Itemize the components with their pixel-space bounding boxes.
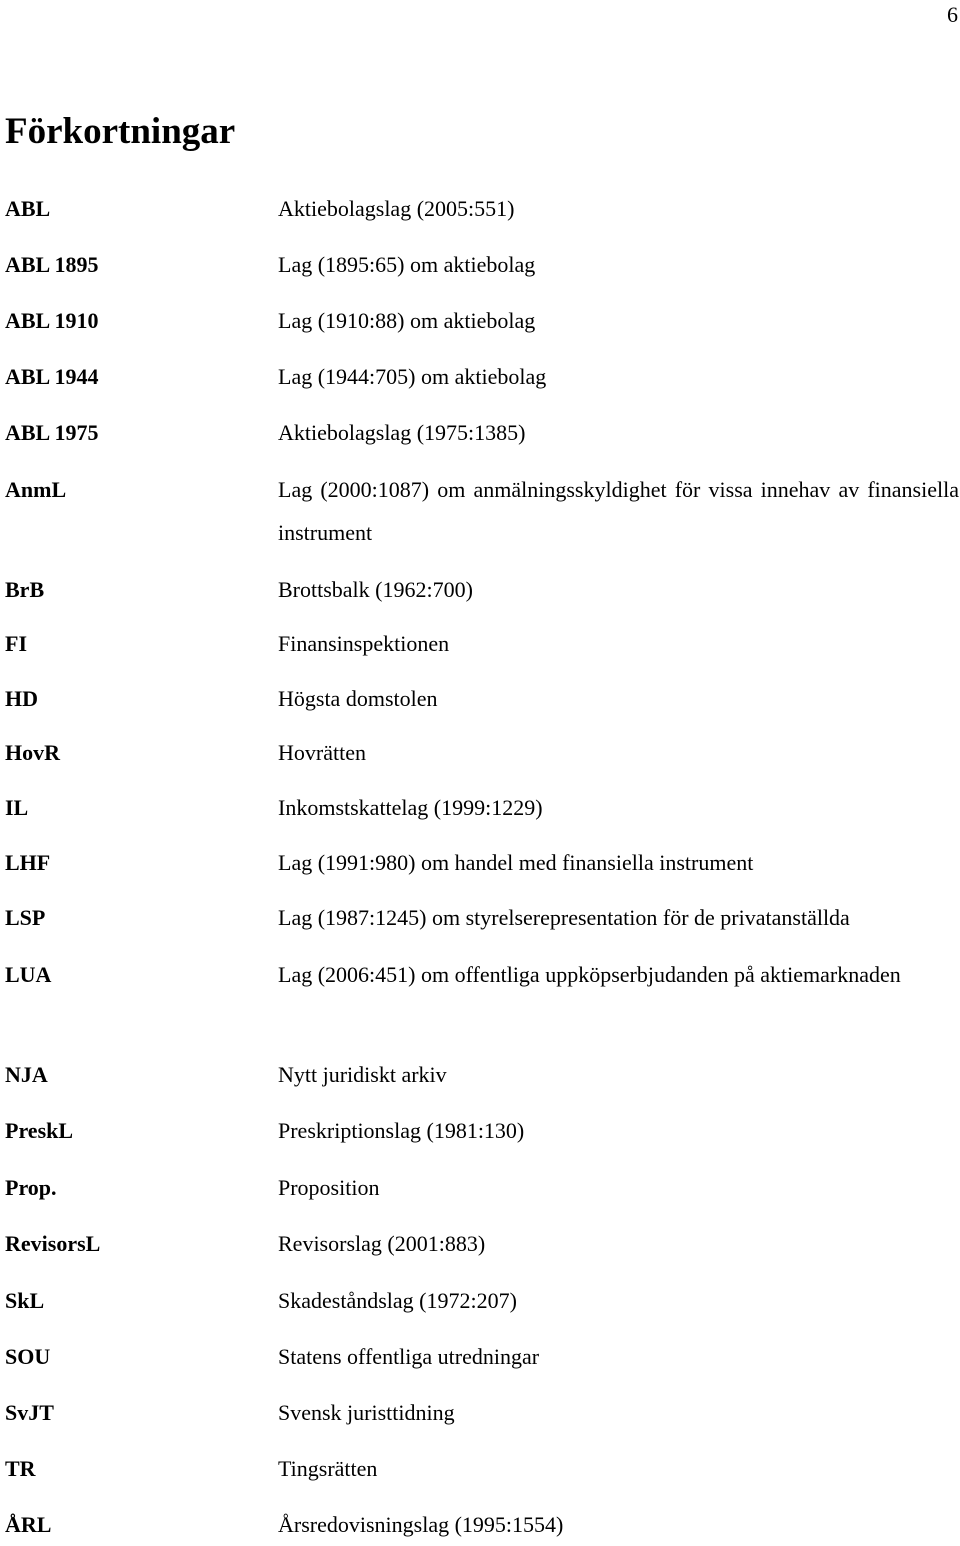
definition: Proposition (278, 1175, 380, 1200)
abbreviation: IL (5, 795, 29, 820)
abbreviation: SvJT (5, 1400, 54, 1425)
definition: Tingsrätten (278, 1456, 378, 1481)
abbreviation: BrB (5, 577, 45, 602)
abbreviation: RevisorsL (5, 1231, 101, 1256)
page-number: 6 (947, 2, 958, 27)
definition: Lag (2006:451) om offentliga uppköpserbjudanden på aktiemarknaden (278, 962, 901, 987)
abbreviation: SkL (5, 1288, 45, 1313)
definition: Nytt juridiskt arkiv (278, 1062, 447, 1087)
definition: Årsredovisningslag (1995:1554) (278, 1512, 564, 1537)
definition: Statens offentliga utredningar (278, 1344, 540, 1369)
definition: Brottsbalk (1962:700) (278, 577, 473, 602)
definition: Svensk juristtidning (278, 1400, 455, 1425)
definition: Lag (2000:1087) om anmälningsskyldighet för vissa innehav av finansiella instrument (278, 477, 959, 545)
abbreviation: TR (5, 1456, 36, 1481)
definition: Preskriptionslag (1981:130) (278, 1118, 525, 1143)
abbreviation: NJA (5, 1062, 48, 1087)
abbreviation: LUA (5, 962, 52, 987)
abbreviation: SOU (5, 1344, 51, 1369)
page-title: Förkortningar (5, 111, 236, 152)
abbreviation: Prop. (5, 1175, 57, 1200)
abbreviation: HD (5, 686, 38, 711)
definition: Skadeståndslag (1972:207) (278, 1288, 517, 1313)
abbreviation: FI (5, 631, 27, 656)
abbreviation: ABL (5, 196, 51, 221)
abbreviation: ABL 1944 (5, 364, 99, 389)
definition: Lag (1895:65) om aktiebolag (278, 252, 536, 277)
definition: Lag (1910:88) om aktiebolag (278, 308, 536, 333)
definition: Revisorslag (2001:883) (278, 1231, 486, 1256)
abbreviation: ABL 1910 (5, 308, 99, 333)
definition: Finansinspektionen (278, 631, 450, 656)
definition: Aktiebolagslag (1975:1385) (278, 420, 526, 445)
abbreviation: ABL 1975 (5, 420, 99, 445)
abbreviation: AnmL (5, 477, 67, 502)
definition: Lag (1944:705) om aktiebolag (278, 364, 547, 389)
definition: Lag (1987:1245) om styrelserepresentation för de privatanställda (278, 905, 850, 930)
abbreviation: HovR (5, 740, 60, 765)
definition: Inkomstskattelag (1999:1229) (278, 795, 543, 820)
definition: Aktiebolagslag (2005:551) (278, 196, 515, 221)
definition: Hovrätten (278, 740, 366, 765)
abbreviation: ÅRL (5, 1512, 52, 1537)
definition: Lag (1991:980) om handel med finansiella instrument (278, 850, 754, 875)
definition: Högsta domstolen (278, 686, 438, 711)
abbreviation: LHF (5, 850, 51, 875)
abbreviation: PreskL (5, 1118, 74, 1143)
abbreviation: LSP (5, 905, 46, 930)
abbreviation: ABL 1895 (5, 252, 99, 277)
